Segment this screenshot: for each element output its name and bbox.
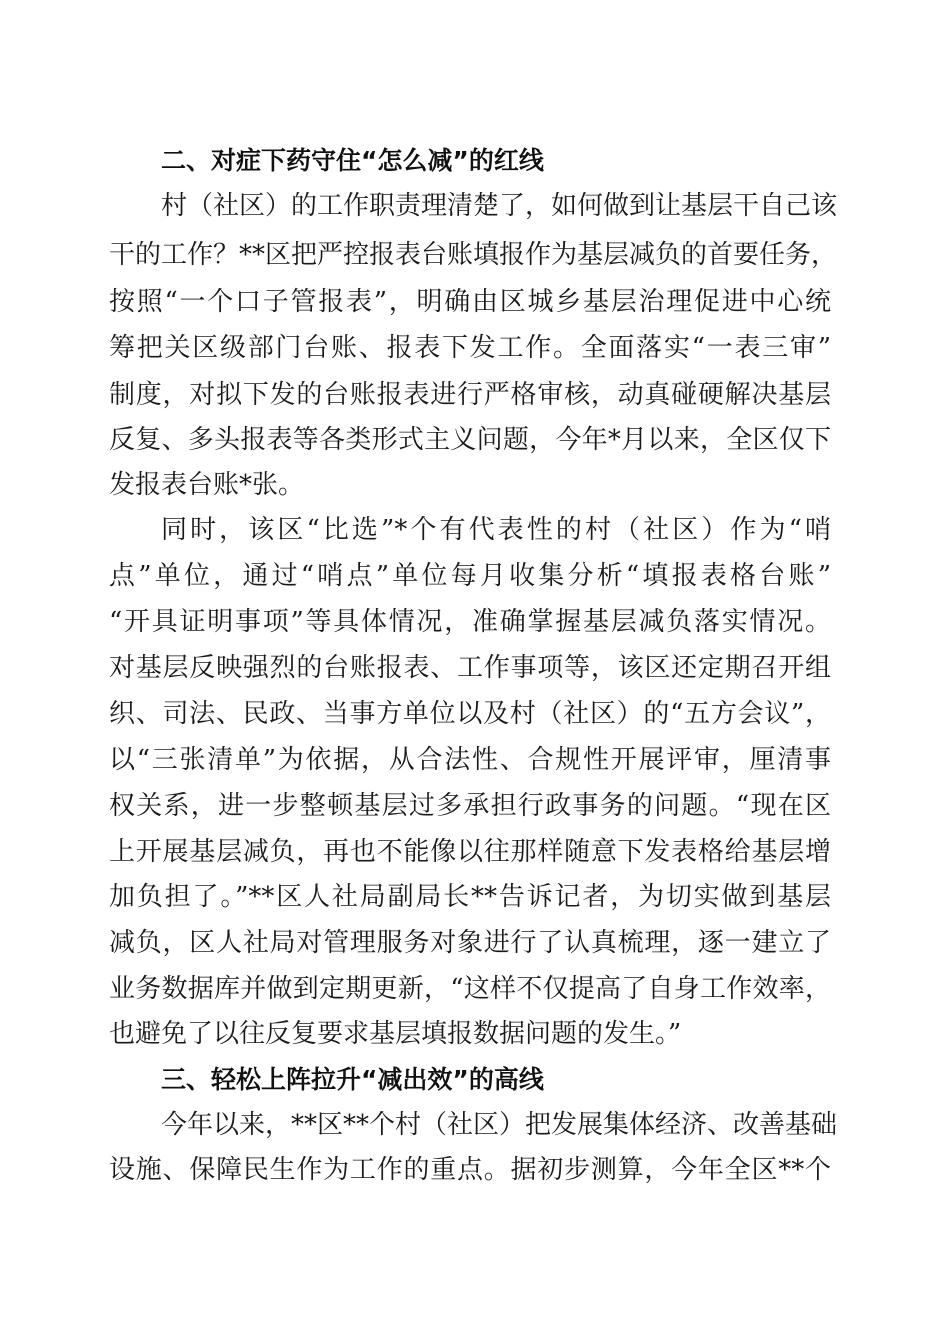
section-3-heading: 三、轻松上阵拉升“减出效”的高线	[161, 1065, 544, 1094]
paragraph-line: 发报表台账*张。	[109, 470, 305, 500]
paragraph-line: 点”单位，通过“哨点”单位每月收集分析“填报表格台账”	[109, 561, 831, 591]
paragraph-line: “开具证明事项”等具体情况，准确掌握基层减负落实情况。	[109, 607, 831, 637]
paragraph-line: 权关系，进一步整顿基层过多承担行政事务的问题。“现在区	[109, 791, 831, 821]
paragraph-line: 设施、保障民生作为工作的重点。据初步测算，今年全区**个	[109, 1155, 831, 1185]
paragraph-line: 同时，该区“比选”*个有代表性的村（社区）作为“哨	[161, 515, 831, 545]
paragraph-line: 筹把关区级部门台账、报表下发工作。全面落实“一表三审”	[109, 333, 831, 363]
paragraph-line: 村（社区）的工作职责理清楚了，如何做到让基层干自己该	[161, 191, 838, 221]
paragraph-line: 业务数据库并做到定期更新，“这样不仅提高了自身工作效率，	[109, 974, 831, 1004]
paragraph-line: 也避免了以往反复要求基层填报数据问题的发生。”	[109, 1019, 682, 1049]
paragraph-line: 以“三张清单”为依据，从合法性、合规性开展评审，厘清事	[109, 745, 831, 775]
paragraph-line: 干的工作？**区把严控报表台账填报作为基层减负的首要任务，	[109, 240, 838, 270]
paragraph-line: 制度，对拟下发的台账报表进行严格审核，动真碰硬解决基层	[109, 380, 831, 410]
paragraph-line: 对基层反映强烈的台账报表、工作事项等，该区还定期召开组	[109, 653, 831, 683]
paragraph-line: 上开展基层减负，再也不能像以往那样随意下发表格给基层增	[109, 837, 831, 867]
paragraph-line: 今年以来，**区**个村（社区）把发展集体经济、改善基础	[161, 1110, 838, 1140]
paragraph-line: 减负，区人社局对管理服务对象进行了认真梳理，逐一建立了	[109, 928, 831, 958]
section-2-heading: 二、对症下药守住“怎么减”的红线	[161, 146, 544, 175]
paragraph-line: 织、司法、民政、当事方单位以及村（社区）的“五方会议”，	[109, 699, 831, 729]
paragraph-line: 反复、多头报表等各类形式主义问题，今年*月以来，全区仅下	[109, 425, 831, 455]
paragraph-line: 加负担了。”**区人社局副局长**告诉记者，为切实做到基层	[109, 882, 831, 912]
paragraph-line: 按照“一个口子管报表”，明确由区城乡基层治理促进中心统	[109, 287, 831, 317]
